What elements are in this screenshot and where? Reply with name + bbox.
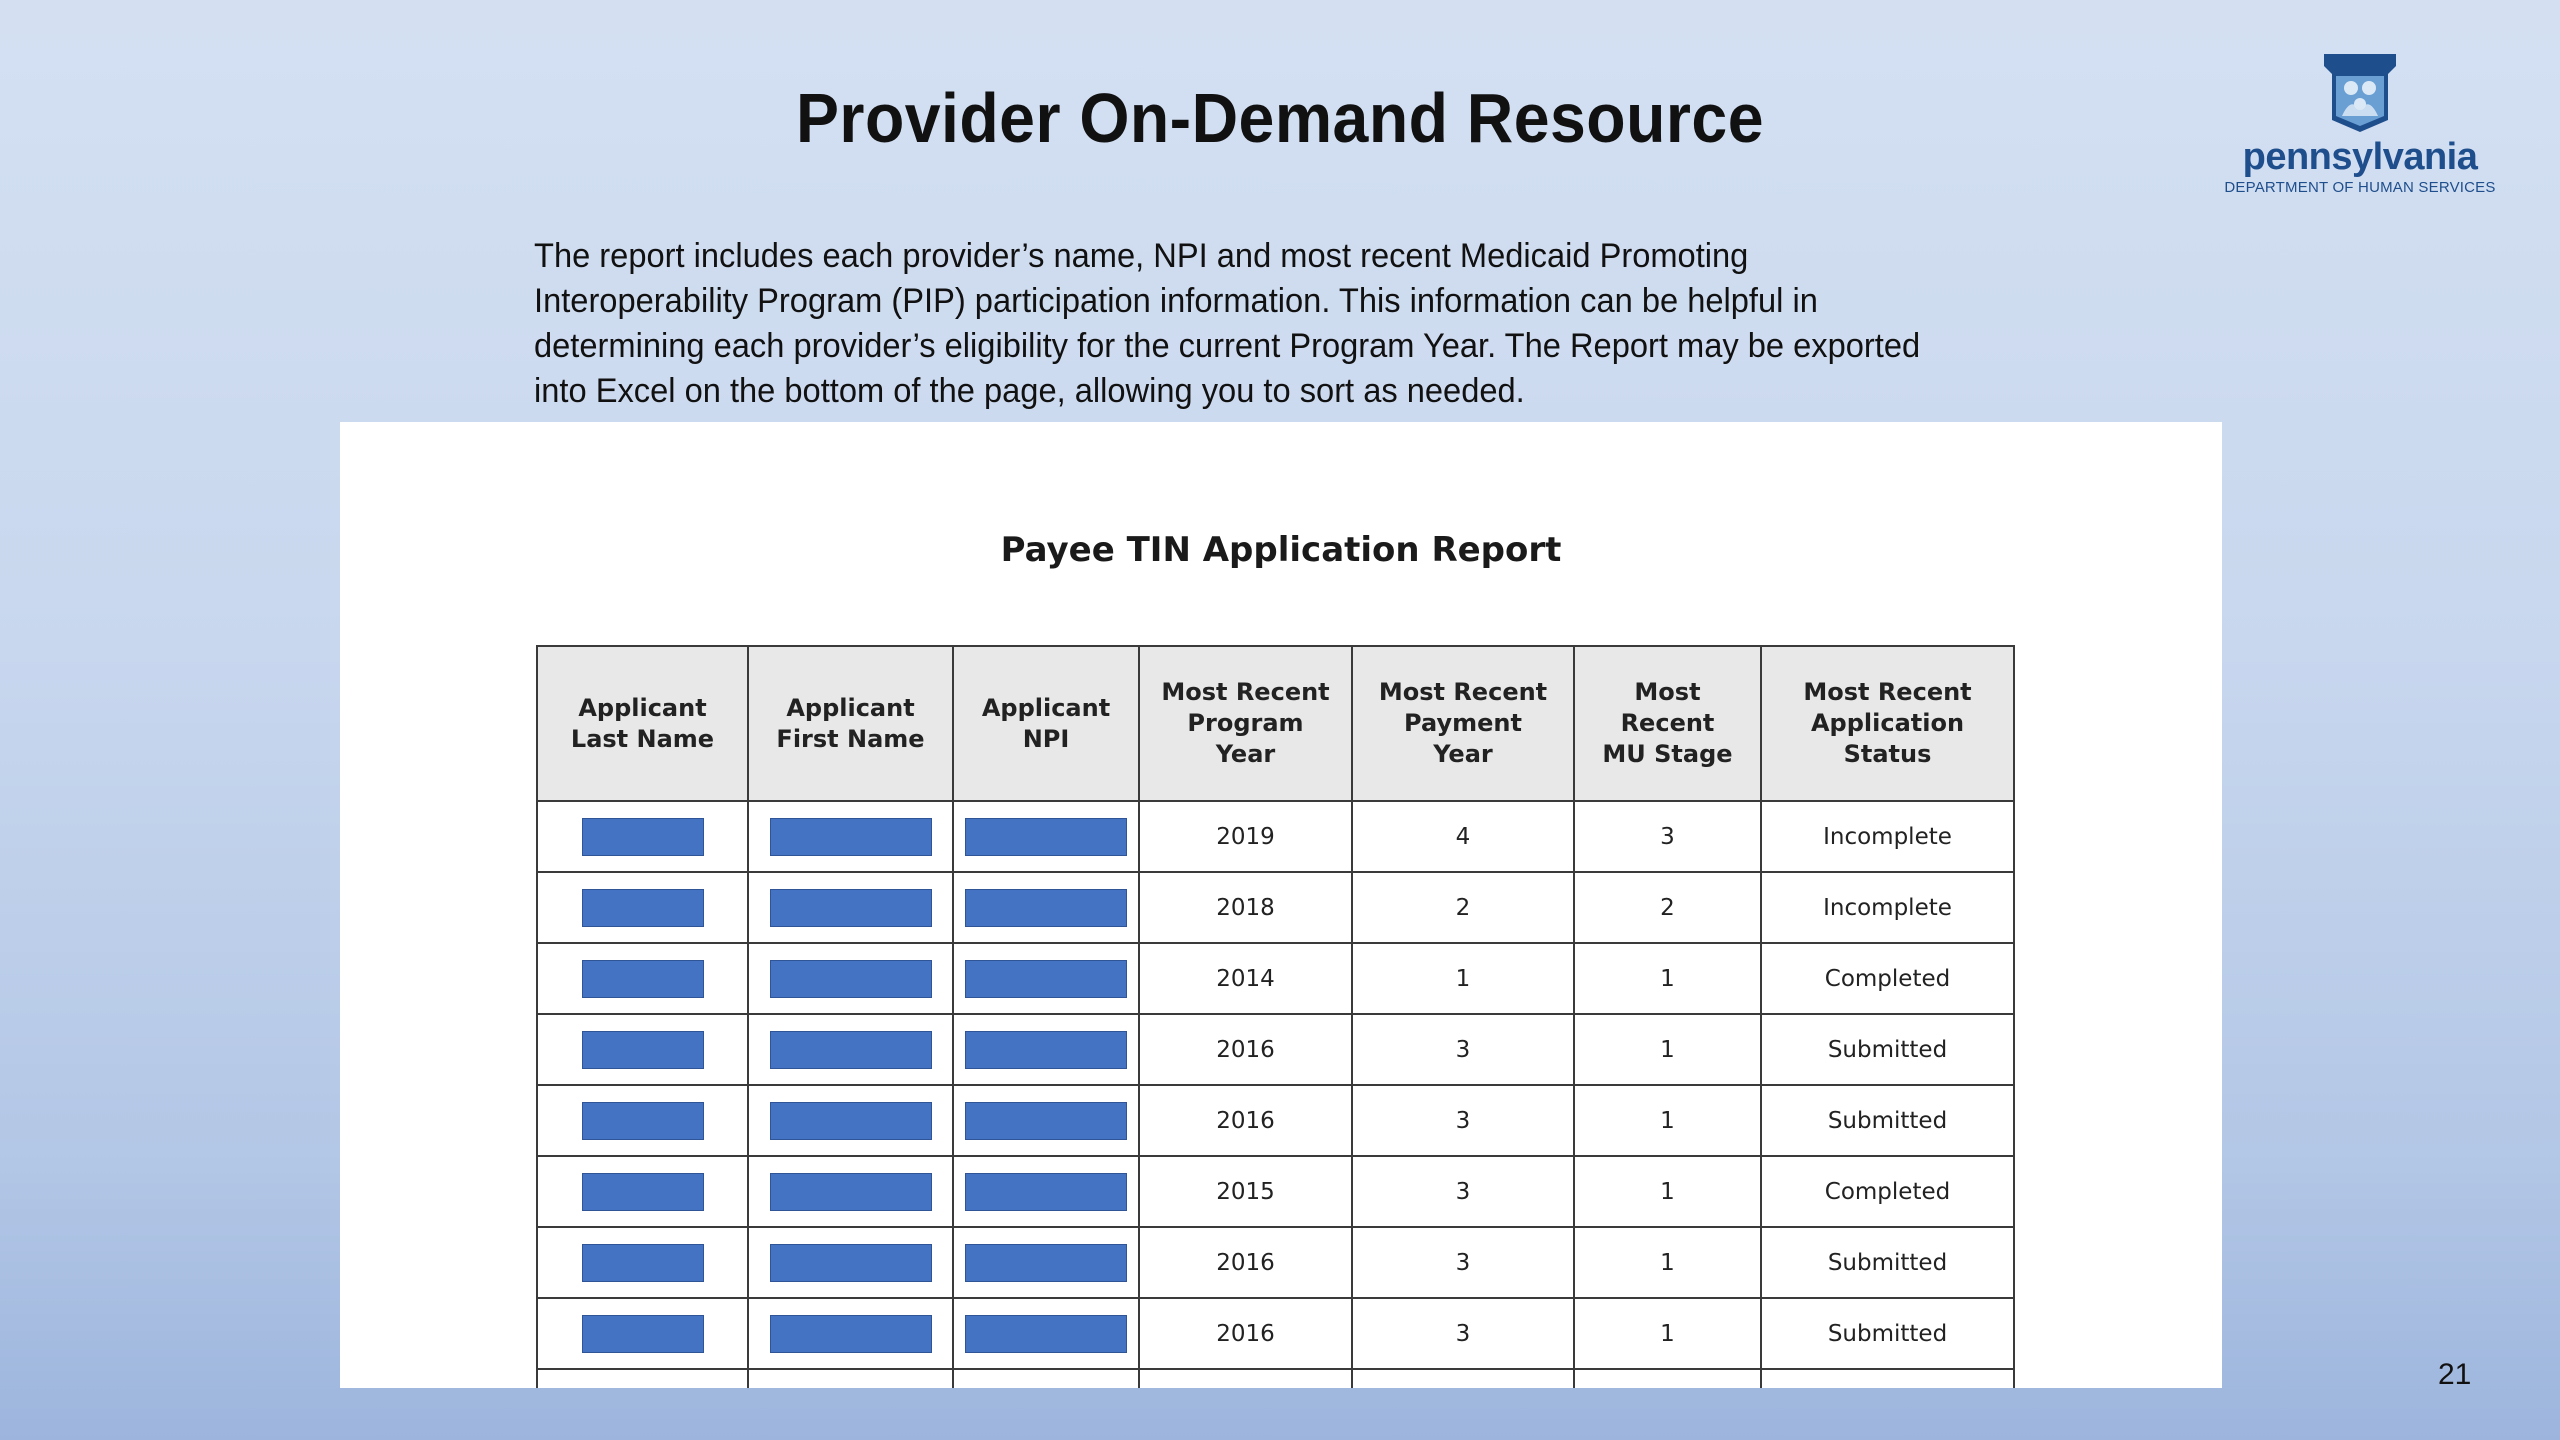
column-header: Applicant First Name bbox=[748, 646, 953, 801]
pennsylvania-dhs-logo bbox=[2210, 50, 2510, 200]
cell-payment-year: 3 bbox=[1352, 1085, 1574, 1156]
column-header: Most Recent Payment Year bbox=[1352, 646, 1574, 801]
redacted-npi bbox=[965, 1031, 1127, 1069]
cell-payment-year: 3 bbox=[1352, 1014, 1574, 1085]
cell-mu-stage: 1 bbox=[1574, 1227, 1761, 1298]
table-cell bbox=[537, 943, 748, 1014]
cell-status: Completed bbox=[1761, 943, 2014, 1014]
cell-program-year: 2016 bbox=[1139, 1085, 1352, 1156]
table-cell bbox=[537, 1156, 748, 1227]
cell-status: Submitted bbox=[1761, 1014, 2014, 1085]
pennsylvania-keystone-family-icon bbox=[2318, 50, 2402, 134]
table-row bbox=[537, 1014, 2014, 1085]
table-cell bbox=[953, 943, 1139, 1014]
table-row bbox=[537, 1227, 2014, 1298]
table-cell bbox=[537, 1227, 748, 1298]
table-cell bbox=[1761, 1369, 2014, 1388]
table-cell bbox=[537, 1369, 748, 1388]
table-row bbox=[537, 943, 2014, 1014]
table-cell bbox=[1139, 1369, 1352, 1388]
cell-status: Incomplete bbox=[1761, 801, 2014, 872]
cell-status: Completed bbox=[1761, 1156, 2014, 1227]
cell-program-year: 2018 bbox=[1139, 872, 1352, 943]
redacted-last-name bbox=[582, 1315, 704, 1353]
table-cell bbox=[1352, 1369, 1574, 1388]
redacted-npi bbox=[965, 1244, 1127, 1282]
table-cell bbox=[748, 1014, 953, 1085]
cell-program-year: 2016 bbox=[1139, 1227, 1352, 1298]
cell-status: Submitted bbox=[1761, 1085, 2014, 1156]
redacted-npi bbox=[965, 889, 1127, 927]
redacted-last-name bbox=[582, 1173, 704, 1211]
table-cell bbox=[537, 801, 748, 872]
table-cell bbox=[953, 872, 1139, 943]
redacted-last-name bbox=[582, 889, 704, 927]
intro-paragraph: The report includes each provider’s name, NPI and most recent Medicaid Promoting Interoperability Program (PIP) participation information. This information can be helpful in determining each provider’s eligibility for the current Program Year. The Report may be exported into Excel on the bottom of the page, allowing you to sort as needed. bbox=[534, 237, 1921, 410]
logo-subtitle: DEPARTMENT OF HUMAN SERVICES bbox=[2224, 179, 2496, 196]
table-cell bbox=[953, 1369, 1139, 1388]
table-cell bbox=[748, 1227, 953, 1298]
table-row bbox=[537, 1085, 2014, 1156]
redacted-npi bbox=[965, 960, 1127, 998]
table-cell bbox=[748, 943, 953, 1014]
cell-program-year: 2015 bbox=[1139, 1156, 1352, 1227]
table-row bbox=[537, 801, 2014, 872]
table-cell bbox=[953, 1156, 1139, 1227]
cell-mu-stage: 1 bbox=[1574, 1298, 1761, 1369]
redacted-first-name bbox=[770, 1244, 932, 1282]
table-cell bbox=[953, 1014, 1139, 1085]
redacted-last-name bbox=[582, 1102, 704, 1140]
cell-mu-stage: 1 bbox=[1574, 943, 1761, 1014]
table-cell bbox=[953, 1227, 1139, 1298]
table-cell bbox=[748, 1298, 953, 1369]
redacted-npi bbox=[965, 1315, 1127, 1353]
column-header: Most Recent Program Year bbox=[1139, 646, 1352, 801]
report-table bbox=[536, 645, 2015, 1388]
column-header: Applicant NPI bbox=[953, 646, 1139, 801]
table-cell bbox=[953, 1085, 1139, 1156]
table-cell bbox=[537, 1014, 748, 1085]
table-cell bbox=[748, 1085, 953, 1156]
table-row bbox=[537, 1298, 2014, 1369]
report-screenshot-panel bbox=[340, 422, 2222, 1388]
table-cell bbox=[748, 801, 953, 872]
redacted-last-name bbox=[582, 1031, 704, 1069]
column-header: Most Recent Application Status bbox=[1761, 646, 2014, 801]
redacted-last-name bbox=[582, 1244, 704, 1282]
cell-mu-stage: 1 bbox=[1574, 1014, 1761, 1085]
page-number: 21 bbox=[2438, 1358, 2472, 1391]
redacted-npi bbox=[965, 818, 1127, 856]
cell-mu-stage: 3 bbox=[1574, 801, 1761, 872]
cell-payment-year: 3 bbox=[1352, 1227, 1574, 1298]
redacted-last-name bbox=[582, 818, 704, 856]
table-cell bbox=[537, 1298, 748, 1369]
redacted-first-name bbox=[770, 1315, 932, 1353]
cell-payment-year: 2 bbox=[1352, 872, 1574, 943]
cell-payment-year: 3 bbox=[1352, 1298, 1574, 1369]
slide-title: Provider On-Demand Resource bbox=[796, 79, 1764, 157]
table-header-row bbox=[537, 646, 2014, 801]
table-row bbox=[537, 872, 2014, 943]
cell-program-year: 2016 bbox=[1139, 1014, 1352, 1085]
table-cell bbox=[748, 1369, 953, 1388]
table-cell bbox=[748, 1156, 953, 1227]
cell-program-year: 2014 bbox=[1139, 943, 1352, 1014]
cell-payment-year: 1 bbox=[1352, 943, 1574, 1014]
cell-status: Submitted bbox=[1761, 1298, 2014, 1369]
table-cell bbox=[953, 801, 1139, 872]
cell-status: Submitted bbox=[1761, 1227, 2014, 1298]
table-cell bbox=[537, 1085, 748, 1156]
cell-mu-stage: 1 bbox=[1574, 1156, 1761, 1227]
column-header: Most Recent MU Stage bbox=[1574, 646, 1761, 801]
column-header: Applicant Last Name bbox=[537, 646, 748, 801]
redacted-npi bbox=[965, 1102, 1127, 1140]
report-title: Payee TIN Application Report bbox=[1000, 530, 1562, 570]
table-cell bbox=[537, 872, 748, 943]
redacted-last-name bbox=[582, 960, 704, 998]
cell-payment-year: 4 bbox=[1352, 801, 1574, 872]
table-cell bbox=[953, 1298, 1139, 1369]
redacted-first-name bbox=[770, 1102, 932, 1140]
redacted-first-name bbox=[770, 889, 932, 927]
table-cell bbox=[748, 872, 953, 943]
redacted-first-name bbox=[770, 818, 932, 856]
redacted-first-name bbox=[770, 1031, 932, 1069]
cell-program-year: 2016 bbox=[1139, 1298, 1352, 1369]
redacted-first-name bbox=[770, 960, 932, 998]
cell-mu-stage: 1 bbox=[1574, 1085, 1761, 1156]
cell-program-year: 2019 bbox=[1139, 801, 1352, 872]
table-cell bbox=[1574, 1369, 1761, 1388]
logo-wordmark: pennsylvania bbox=[2242, 136, 2478, 178]
redacted-npi bbox=[965, 1173, 1127, 1211]
report-table-body bbox=[537, 801, 2014, 1388]
cell-payment-year: 3 bbox=[1352, 1156, 1574, 1227]
redacted-first-name bbox=[770, 1173, 932, 1211]
cell-mu-stage: 2 bbox=[1574, 872, 1761, 943]
cell-status: Incomplete bbox=[1761, 872, 2014, 943]
table-row-partial bbox=[537, 1369, 2014, 1388]
table-row bbox=[537, 1156, 2014, 1227]
